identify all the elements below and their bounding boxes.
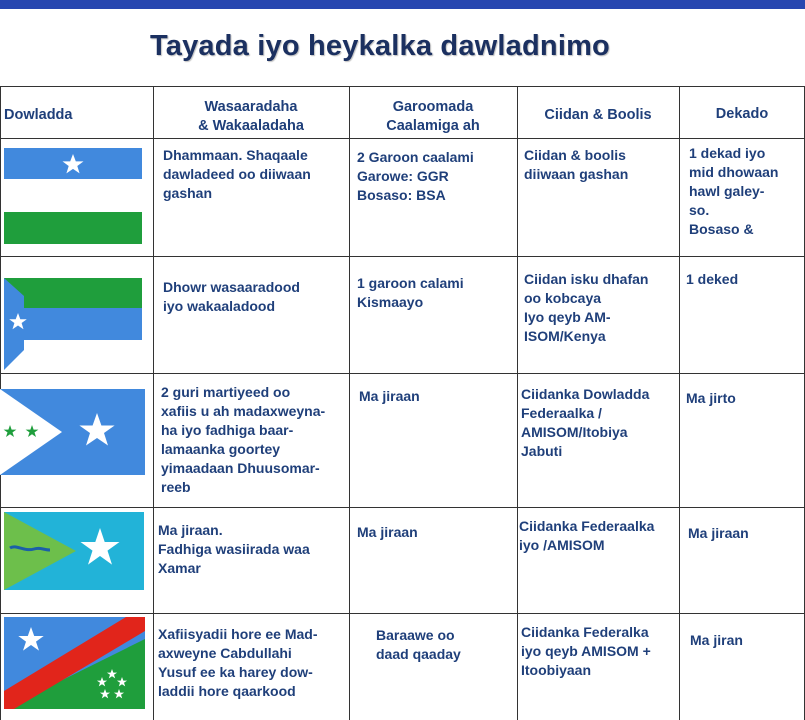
row1-ministries: Dhammaan. Shaqaale dawladeed oo diiwaan gashan xyxy=(163,147,311,201)
row5-airports: Baraawe oo daad qaaday xyxy=(376,627,461,662)
row3-ministries: 2 guri martiyeed oo xafiis u ah madaxweyna- ha iyo fadhiga baar- lamaanka goortey yimaadaan Dhuusomar- reeb xyxy=(161,384,326,495)
comparison-table xyxy=(0,86,805,720)
row3-airports: Ma jiraan xyxy=(359,388,420,404)
header-dowladda: Dowladda xyxy=(4,107,73,123)
row1-airports: 2 Garoon caalami Garowe: GGR Bosaso: BSA xyxy=(357,149,474,203)
table-divider xyxy=(679,86,680,720)
row2-ports: 1 deked xyxy=(686,271,739,287)
puntland-flag xyxy=(4,148,142,249)
row1-forces: Ciidan & boolis diiwaan gashan xyxy=(524,147,629,182)
row2-ministries: Dhowr wasaaradood iyo wakaaladood xyxy=(163,279,300,314)
table-divider xyxy=(0,138,805,139)
row4-ports: Ma jiraan xyxy=(688,525,749,541)
galmudug-flag xyxy=(0,389,145,480)
row2-forces: Ciidan isku dhafan oo kobcaya Iyo qeyb AM- ISOM/Kenya xyxy=(524,271,649,344)
table-divider xyxy=(0,507,805,508)
table-border xyxy=(0,86,805,87)
hirshabelle-flag xyxy=(4,512,144,595)
header-ministries: Wasaaradaha & Wakaaladaha xyxy=(198,99,304,134)
jubaland-flag xyxy=(4,278,142,375)
row5-ministries: Xafiisyadii hore ee Mad- axweyne Cabdullahi Yusuf ee ka harey dow- laddii hore qaarkood xyxy=(158,626,318,699)
row4-airports: Ma jiraan xyxy=(357,524,418,540)
row5-ports: Ma jiran xyxy=(690,632,743,648)
row3-ports: Ma jirto xyxy=(686,390,736,406)
page-title: Tayada iyo heykalka dawladnimo xyxy=(150,30,610,62)
table-divider xyxy=(517,86,518,720)
row5-forces: Ciidanka Federalka iyo qeyb AMISOM + Itoobiyaan xyxy=(521,624,651,678)
table-divider xyxy=(0,613,805,614)
table-divider xyxy=(0,256,805,257)
table-divider xyxy=(349,86,350,720)
row4-forces: Ciidanka Federaalka iyo /AMISOM xyxy=(519,518,655,553)
header-forces: Ciidan & Boolis xyxy=(544,107,652,123)
southwest-flag xyxy=(4,617,145,714)
table-divider xyxy=(153,86,154,720)
row2-airports: 1 garoon calami Kismaayo xyxy=(357,275,464,310)
row3-forces: Ciidanka Dowladda Federaalka / AMISOM/Itobiya Jabuti xyxy=(521,386,650,459)
top-accent-bar xyxy=(0,0,805,9)
row1-ports: 1 dekad iyo mid dhowaan hawl galey- so. Bosaso & xyxy=(689,145,779,237)
row4-ministries: Ma jiraan. Fadhiga wasiirada waa Xamar xyxy=(158,522,310,576)
header-ports: Dekado xyxy=(715,106,769,122)
header-airports: Garoomada Caalamiga ah xyxy=(386,99,480,134)
